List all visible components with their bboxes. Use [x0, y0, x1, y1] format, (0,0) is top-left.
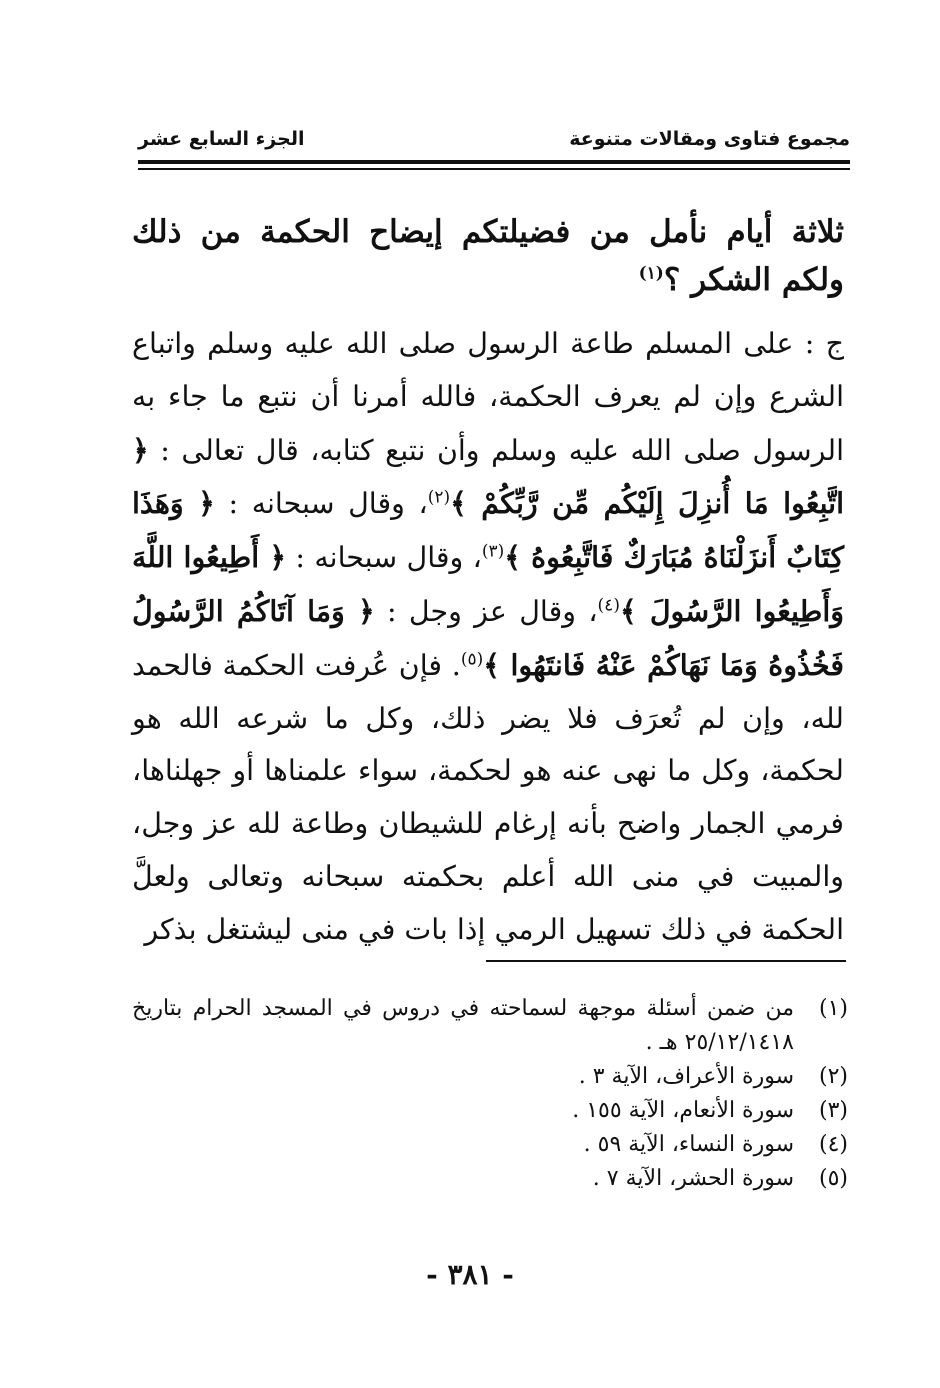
quran-verse-4: ﴿ وَمَا آتَاكُمُ الرَّسُولُ فَخُذُوهُ وَمَا نَهَاكُمْ عَنْهُ فَانتَهُوا ﴾: [132, 593, 844, 682]
answer-paragraph: [132, 318, 844, 957]
footnote-separator: [486, 960, 846, 962]
footnote-text: من ضمن أسئلة موجهة لسماحته في دروس في المسجد الحرام بتاريخ ٢٥/١٢/١٤١٨ هـ .: [132, 996, 794, 1055]
footnote-item: [132, 992, 848, 1060]
volume-label: الجزء السابع عشر: [138, 128, 305, 150]
question-text: [132, 208, 844, 304]
footnote-ref-3: (٣): [481, 541, 505, 562]
running-header: [138, 124, 850, 158]
footnote-text: سورة الأعراف، الآية ٣ .: [578, 1064, 794, 1089]
book-title: مجموع فتاوى ومقالات متنوعة: [569, 128, 850, 150]
connector-3: ، وقال عز وجل :: [386, 594, 598, 628]
header-rule-thick: [138, 160, 850, 164]
connector-2: ، وقال سبحانه :: [295, 541, 482, 575]
footnote-number: (٥): [818, 1166, 848, 1191]
quran-verse-3: ﴿ أَطِيعُوا اللَّهَ وَأَطِيعُوا الرَّسُولَ ﴾: [132, 540, 845, 628]
footnote-ref-4: (٤): [597, 595, 620, 616]
footnote-item: [132, 1128, 848, 1162]
footnote-text: سورة الأنعام، الآية ١٥٥ .: [572, 1098, 794, 1123]
footnote-number: (٣): [818, 1098, 848, 1123]
question-body: ثلاثة أيام نأمل من فضيلتكم إيضاح الحكمة من ذلك ولكم الشكر ؟: [132, 214, 844, 298]
footnote-item: [132, 1162, 848, 1196]
header-rule-thin: [138, 168, 850, 170]
footnote-item: [132, 1060, 848, 1094]
page-number: - ٣٨١ -: [426, 1258, 514, 1291]
footnote-number: (٤): [818, 1132, 848, 1157]
footnote-number: (٢): [818, 1064, 848, 1089]
footnote-text: سورة النساء، الآية ٥٩ .: [583, 1132, 794, 1157]
quran-verse-1: ﴿ اتَّبِعُوا مَا أُنزِلَ إِلَيْكُم مِّن رَّبِّكُمْ ﴾: [132, 432, 845, 521]
connector-1: ، وقال سبحانه :: [228, 487, 428, 521]
footnote-ref-5: (٥): [460, 649, 484, 670]
answer-intro: ج : على المسلم طاعة الرسول صلى الله عليه وسلم واتباع الشرع وإن لم يعرف الحكمة، فالله أمرنا أن نتبع ما جاء به الرسول صلى الله عليه وسلم وأن نتبع كتابه، قال تعالى :: [132, 327, 844, 467]
answer-text: [132, 318, 844, 957]
footnotes: [132, 992, 848, 1196]
footnote-text: سورة الحشر، الآية ٧ .: [592, 1166, 794, 1191]
footnote-number: (١): [818, 996, 848, 1021]
footnote-ref-2: (٢): [427, 487, 451, 508]
quran-verse-2: ﴿ وَهَذَا كِتَابٌ أَنزَلْنَاهُ مُبَارَكٌ فَاتَّبِعُوهُ ﴾: [132, 486, 845, 575]
footnote-ref-1: (١): [638, 263, 664, 284]
footnote-item: [132, 1094, 848, 1128]
answer-continuation: . فإن عُرفت الحكمة فالحمد لله، وإن لم تُعرَف فلا يضر ذلك، وكل ما شرعه الله هو لحكمة، وكل ما نهى عنه هو لحكمة، سواء علمناها أو جهلناها، فرمي الجمار واضح بأنه إرغام للشيطان وطاعة لله عز وجل، والمبيت في منى الله أعلم بحكمته سبحانه وتعالى ولعلَّ الحكمة في ذلك تسهيل الرمي إذا بات في منى ليشتغل بذكر: [132, 648, 844, 946]
